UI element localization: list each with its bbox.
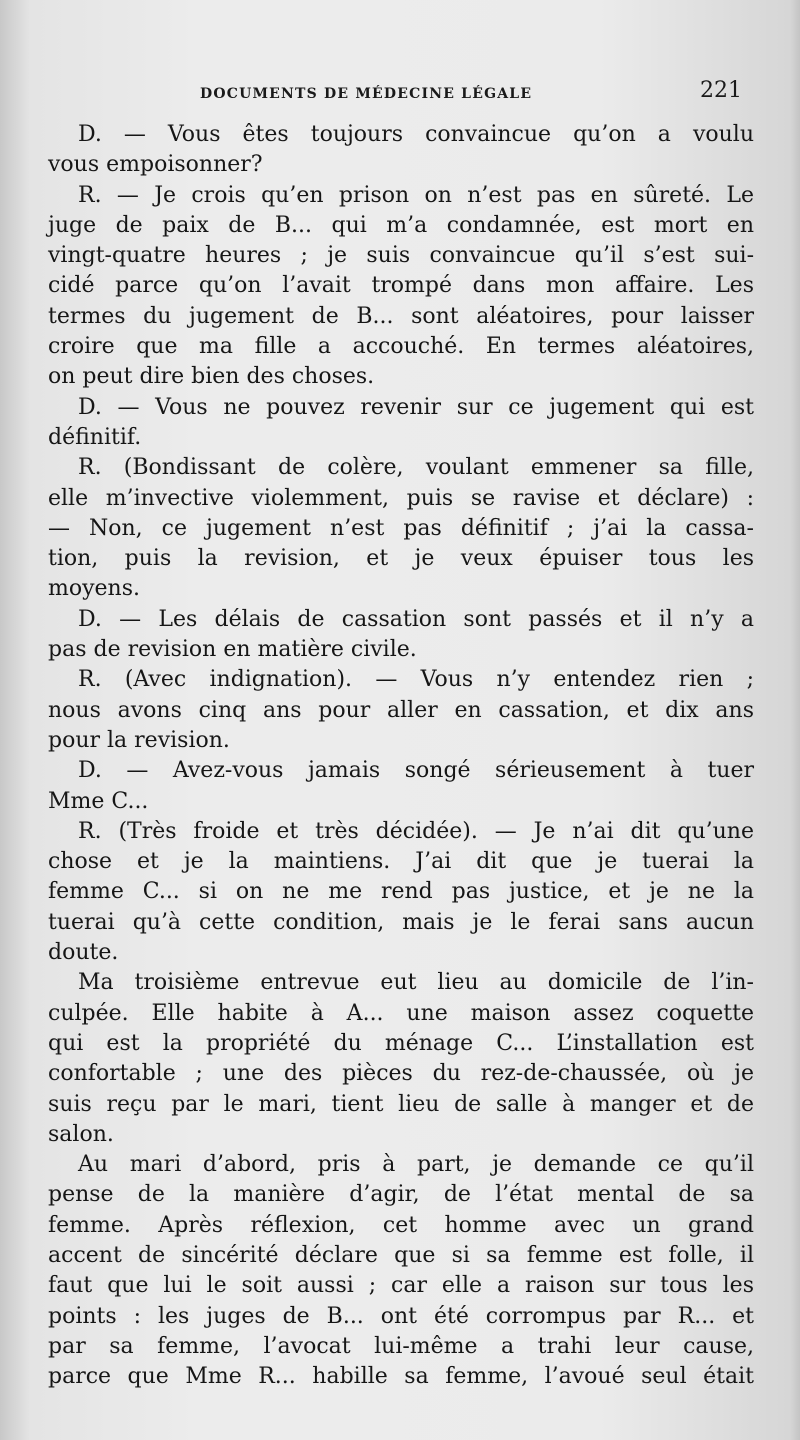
text-line: D. — Vous ne pouvez revenir sur ce jugement qui est [78, 394, 754, 420]
page-header [0, 78, 800, 108]
text-line: points : les juges de B... ont été corrompus par R... et [48, 1303, 754, 1329]
text-line: salon. [48, 1121, 114, 1147]
text-line: D. — Avez-vous jamais songé sérieusement à tuer [78, 758, 754, 784]
text-line: Mme C... [48, 788, 149, 814]
text-line: Ma troisième entrevue eut lieu au domicile de l’in- [78, 970, 754, 996]
text-line: moyens. [48, 576, 141, 602]
running-head: DOCUMENTS DE MÉDECINE LÉGALE [200, 86, 533, 102]
text-line: Au mari d’abord, pris à part, je demande ce qu’il [78, 1152, 754, 1178]
text-line: tion, puis la revision, et je veux épuiser tous les [48, 546, 754, 572]
text-line: D. — Les délais de cassation sont passés et il n’y a [78, 606, 754, 632]
text-line: femme. Après réflexion, cet homme avec un grand [48, 1212, 754, 1238]
text-line: tuerai qu’à cette condition, mais je le ferai sans aucun [48, 909, 754, 935]
text-line: juge de paix de B... qui m’a condamnée, est mort en [48, 212, 754, 238]
text-line: définitif. [48, 424, 142, 450]
text-line: vingt-quatre heures ; je suis convaincue qu’il s’est sui- [48, 243, 754, 269]
text-line: femme C... si on ne me rend pas justice, et je ne la [48, 879, 754, 905]
text-line: parce que Mme R... habille sa femme, l’avoué seul était [48, 1364, 754, 1390]
text-line: — Non, ce jugement n’est pas définitif ; j’ai la cassa- [48, 515, 754, 541]
text-line: cidé parce qu’on l’avait trompé dans mon affaire. Les [48, 273, 754, 299]
text-line: R. (Bondissant de colère, voulant emmener sa fille, [78, 455, 754, 481]
text-line: doute. [48, 940, 119, 966]
text-line: suis reçu par le mari, tient lieu de salle à manger et de [48, 1091, 754, 1117]
body-text [48, 120, 754, 1392]
text-line: par sa femme, l’avocat lui-même a trahi leur cause, [48, 1333, 754, 1359]
text-line: qui est la propriété du ménage C... L’installation est [48, 1030, 754, 1056]
text-line: chose et je la maintiens. J’ai dit que je tuerai la [48, 849, 754, 875]
text-line: termes du jugement de B... sont aléatoires, pour laisser [48, 303, 754, 329]
text-line: pense de la manière d’agir, de l’état mental de sa [48, 1182, 754, 1208]
text-line: croire que ma fille a accouché. En termes aléatoires, [48, 334, 754, 360]
text-line: R. (Avec indignation). — Vous n’y entendez rien ; [78, 667, 754, 693]
text-line: faut que lui le soit aussi ; car elle a raison sur tous les [48, 1273, 754, 1299]
text-line: confortable ; une des pièces du rez-de-chaussée, où je [48, 1061, 754, 1087]
text-line: elle m’invective violemment, puis se ravise et déclare) : [48, 485, 754, 511]
text-line: D. — Vous êtes toujours convaincue qu’on a voulu [78, 122, 754, 147]
text-line: vous empoisonner? [48, 152, 263, 178]
text-line: on peut dire bien des choses. [48, 364, 375, 390]
text-line: accent de sincérité déclare que si sa femme est folle, il [48, 1242, 754, 1268]
text-line: R. (Très froide et très décidée). — Je n’ai dit qu’une [78, 818, 754, 844]
text-line: culpée. Elle habite à A... une maison assez coquette [48, 1000, 754, 1026]
text-line: pour la revision. [48, 727, 230, 753]
text-line: R. — Je crois qu’en prison on n’est pas en sûreté. Le [78, 182, 754, 208]
text-line: nous avons cinq ans pour aller en cassation, et dix ans [48, 697, 754, 723]
page-number: 221 [700, 78, 742, 103]
text-line: pas de revision en matière civile. [48, 637, 417, 663]
